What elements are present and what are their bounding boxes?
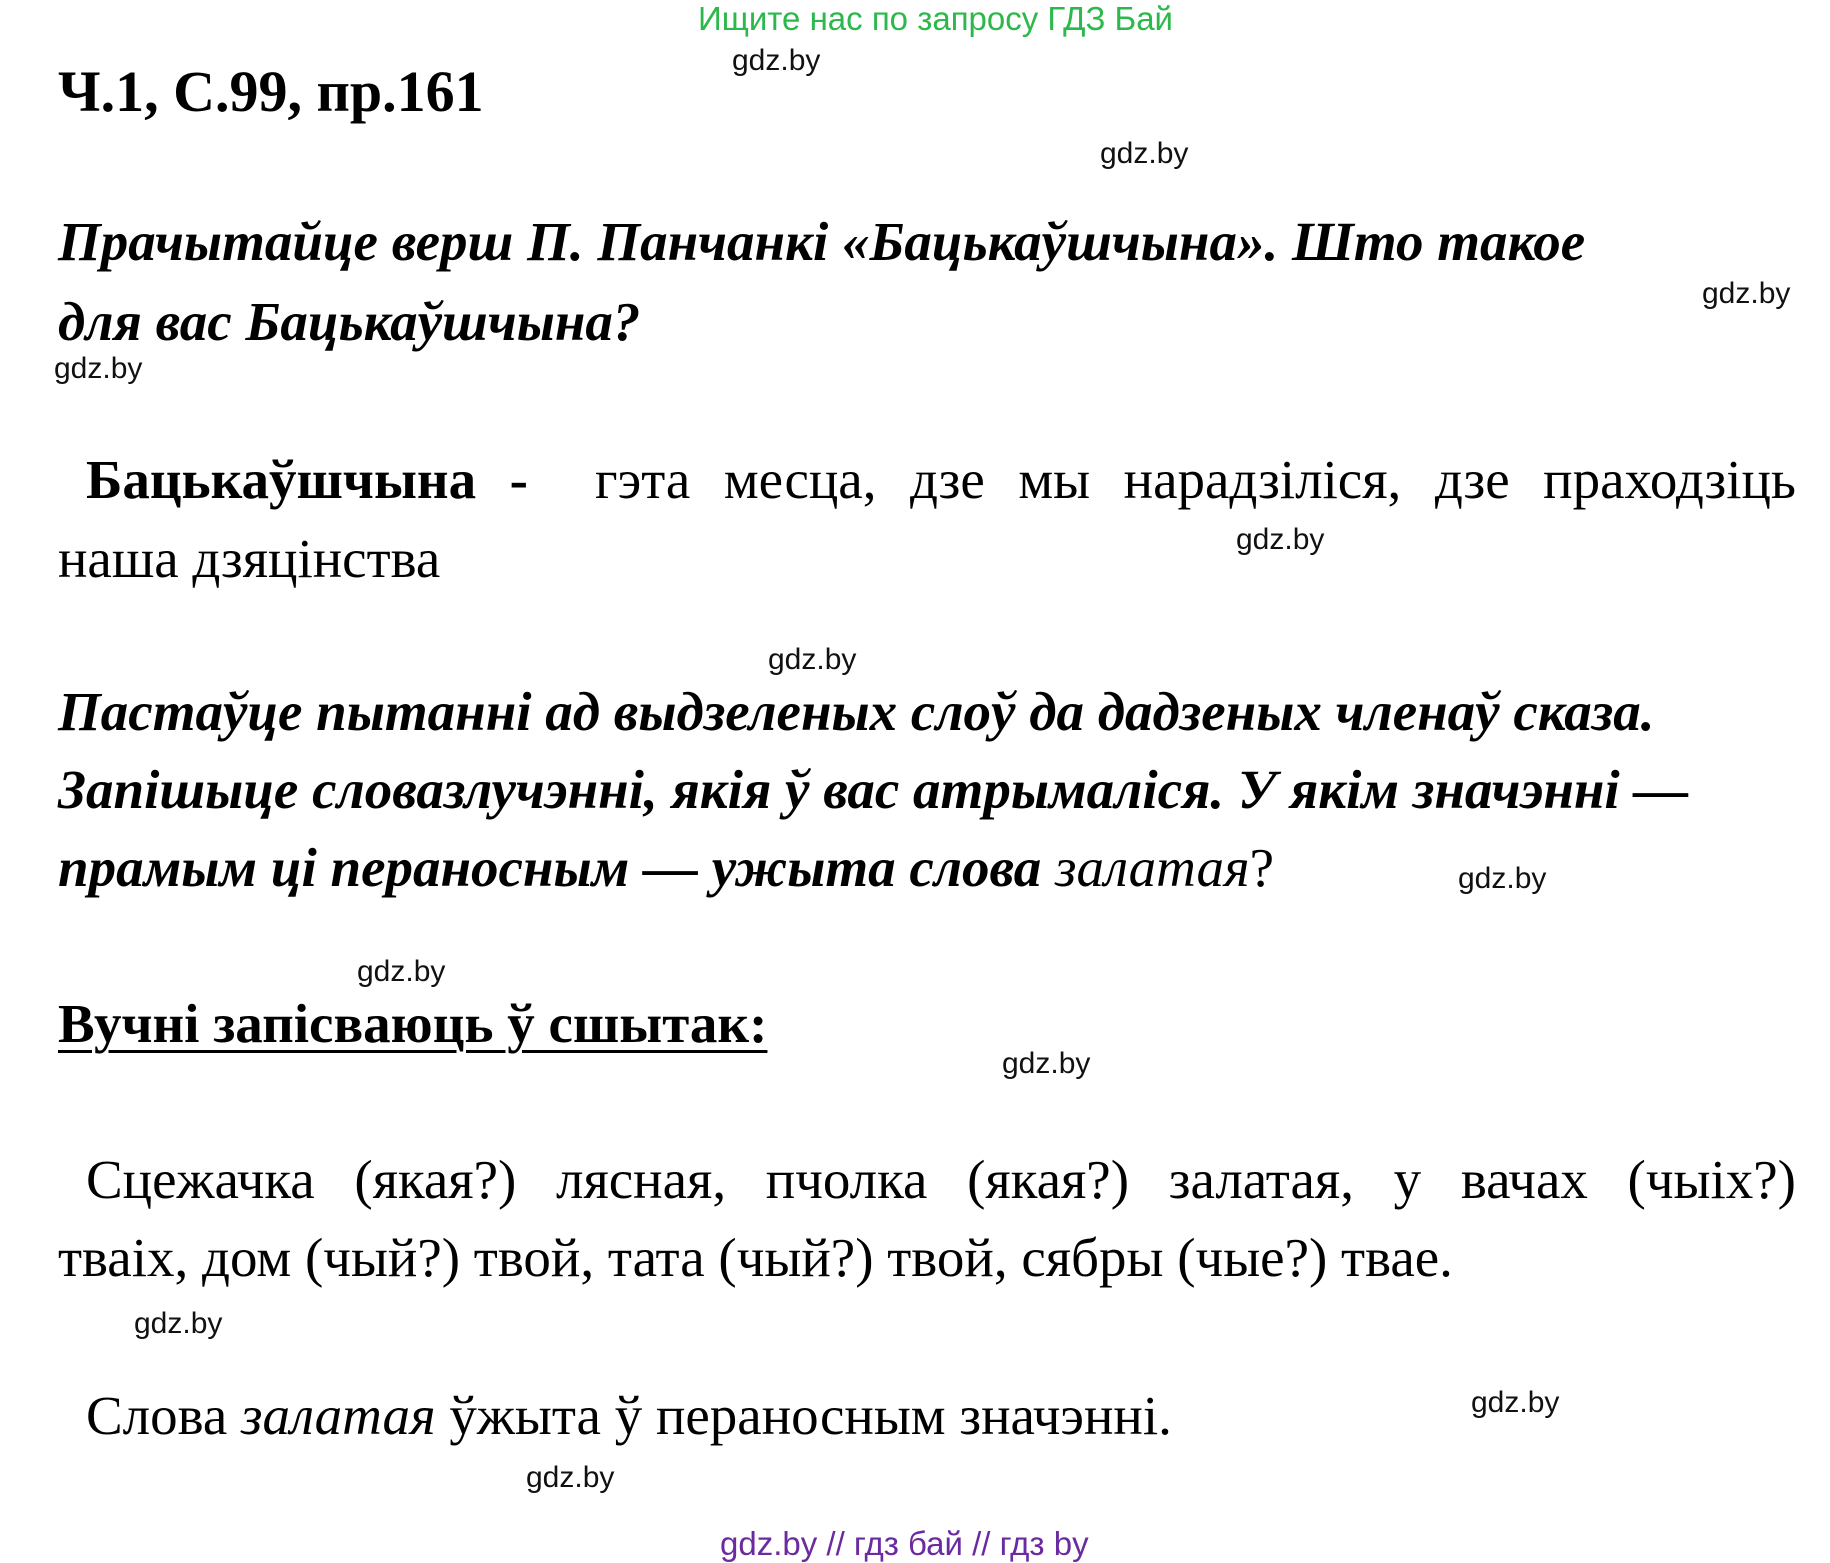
top-banner[interactable]: Ищите нас по запросу ГДЗ Бай <box>698 0 1173 37</box>
task2-line2: Запішыце словазлучэнні, якія ў вас атрымаліся. У якім значэнні — <box>58 759 1689 820</box>
task2-line3-before: прамым ці пераносным — ужыта слова <box>58 837 1055 898</box>
task2-highlight-word: залатая <box>1054 837 1250 898</box>
watermark: gdz.by <box>1236 523 1325 556</box>
answer1-term: Бацькаўшчына <box>86 449 477 510</box>
watermark: gdz.by <box>54 352 143 385</box>
answer3-word: залатая <box>241 1385 436 1446</box>
watermark: gdz.by <box>526 1461 615 1494</box>
watermark: gdz.by <box>357 955 446 988</box>
watermark: gdz.by <box>1100 137 1189 170</box>
section-heading: Вучні запісваюць ў сшытак: <box>58 993 768 1054</box>
page-title: Ч.1, С.99, пр.161 <box>58 59 484 124</box>
watermark: gdz.by <box>134 1307 223 1340</box>
watermark: gdz.by <box>732 44 821 77</box>
watermark: gdz.by <box>1458 862 1547 895</box>
watermark: gdz.by <box>1002 1047 1091 1080</box>
task1-line2: для вас Бацькаўшчына? <box>58 291 641 352</box>
answer3-line <box>86 1384 1172 1447</box>
answer1-line2: наша дзяцінства <box>58 528 441 589</box>
answer3-after: ўжыта ў пераносным значэнні. <box>435 1385 1172 1446</box>
task2-question-mark: ? <box>1249 837 1274 898</box>
answer2-line1: Сцежачка (якая?) лясная, пчолка (якая?) залатая, у вачах (чыіх?) <box>86 1149 1796 1210</box>
answer1-line1 <box>86 448 1796 511</box>
watermark: gdz.by <box>1702 277 1791 310</box>
answer1-dash: - <box>476 449 528 510</box>
task2-line1: Пастаўце пытанні ад выдзеленых слоў да дадзеных членаў сказа. <box>58 681 1655 742</box>
watermark: gdz.by <box>1471 1386 1560 1419</box>
task1-line1: Прачытайце верш П. Панчанкі «Бацькаўшчына». Што такое <box>58 211 1586 272</box>
answer1-rest: гэта месца, дзе мы нарадзіліся, дзе праходзіць <box>595 449 1796 510</box>
answer2-line2: тваіх, дом (чый?) твой, тата (чый?) твой, сябры (чые?) твае. <box>58 1227 1453 1288</box>
answer3-before: Слова <box>86 1385 242 1446</box>
task2-line3 <box>58 836 1274 899</box>
footer-links[interactable]: gdz.by // гдз бай // гдз by <box>720 1525 1089 1562</box>
watermark: gdz.by <box>768 643 857 676</box>
